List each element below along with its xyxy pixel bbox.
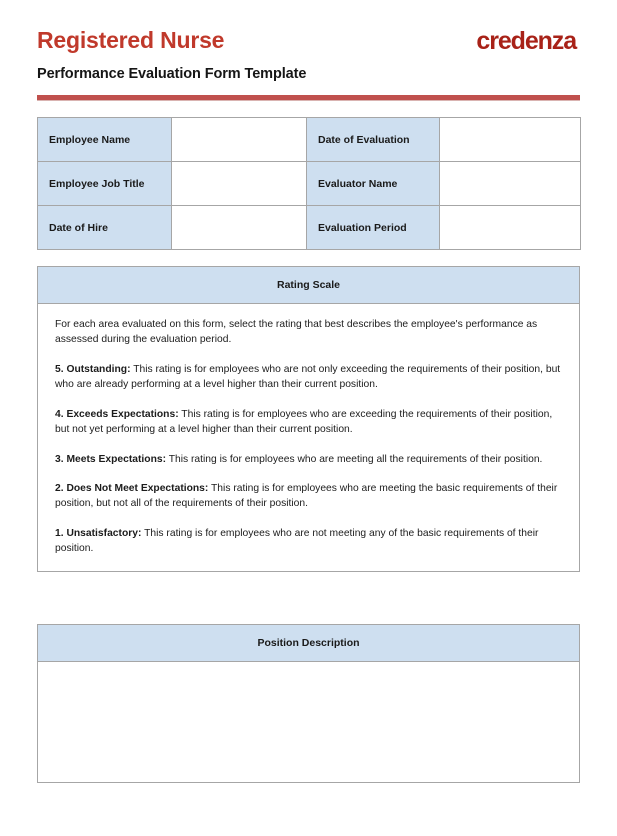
evaluation-period-field[interactable]	[440, 206, 581, 250]
rating-level-2-term: 2. Does Not Meet Expectations:	[55, 483, 209, 495]
date-of-hire-label: Date of Hire	[38, 206, 172, 250]
rating-scale-body	[37, 304, 580, 572]
rating-scale-section	[37, 266, 580, 572]
rating-scale-intro: For each area evaluated on this form, select the rating that best describes the employee's performance as assessed during the evaluation period.	[55, 319, 538, 345]
employee-name-field[interactable]	[172, 118, 307, 162]
rating-level-4-description: This rating is for employees who are exceeding the requirements of their position, but not yet performing at a level higher than their current position.	[55, 408, 553, 435]
employee-info-table	[37, 117, 581, 250]
rating-level-1	[55, 527, 562, 557]
table-row	[38, 118, 581, 162]
rating-level-5-description: This rating is for employees who are not only exceeding the requirements of their position, but who are already performing at a level higher than their current position.	[55, 363, 561, 390]
rating-level-1-description: This rating is for employees who are not meeting any of the basic requirements of their position.	[55, 528, 539, 555]
table-row	[38, 206, 581, 250]
rating-level-4-term: 4. Exceeds Expectations:	[55, 408, 179, 420]
evaluator-name-field[interactable]	[440, 162, 581, 206]
rating-level-2	[55, 482, 562, 512]
rating-level-1-term: 1. Unsatisfactory:	[55, 528, 142, 540]
position-description-heading: Position Description	[37, 624, 580, 662]
rating-scale-heading: Rating Scale	[37, 266, 580, 304]
page-title: Registered Nurse	[37, 27, 225, 53]
employee-job-title-field[interactable]	[172, 162, 307, 206]
rating-level-5-term: 5. Outstanding:	[55, 363, 131, 375]
date-of-evaluation-field[interactable]	[440, 118, 581, 162]
position-description-field[interactable]	[37, 662, 580, 783]
table-row	[38, 162, 581, 206]
credenza-logo: credenza	[476, 27, 576, 55]
position-description-section	[37, 624, 580, 783]
rating-level-3-term: 3. Meets Expectations:	[55, 453, 167, 465]
rating-level-5	[55, 363, 562, 393]
rating-level-2-description: This rating is for employees who are meeting the basic requirements of their position, but not all of the requirements of their position.	[55, 483, 558, 510]
employee-name-label: Employee Name	[38, 118, 172, 162]
evaluator-name-label: Evaluator Name	[307, 162, 440, 206]
header-divider	[37, 95, 580, 101]
evaluation-period-label: Evaluation Period	[307, 206, 440, 250]
employee-job-title-label: Employee Job Title	[38, 162, 172, 206]
document-header	[0, 0, 617, 108]
rating-level-4	[55, 408, 562, 438]
rating-level-3-description: This rating is for employees who are meeting all the requirements of their position.	[166, 453, 543, 465]
date-of-hire-field[interactable]	[172, 206, 307, 250]
rating-level-3	[55, 453, 562, 468]
date-of-evaluation-label: Date of Evaluation	[307, 118, 440, 162]
page-subtitle: Performance Evaluation Form Template	[37, 66, 307, 82]
